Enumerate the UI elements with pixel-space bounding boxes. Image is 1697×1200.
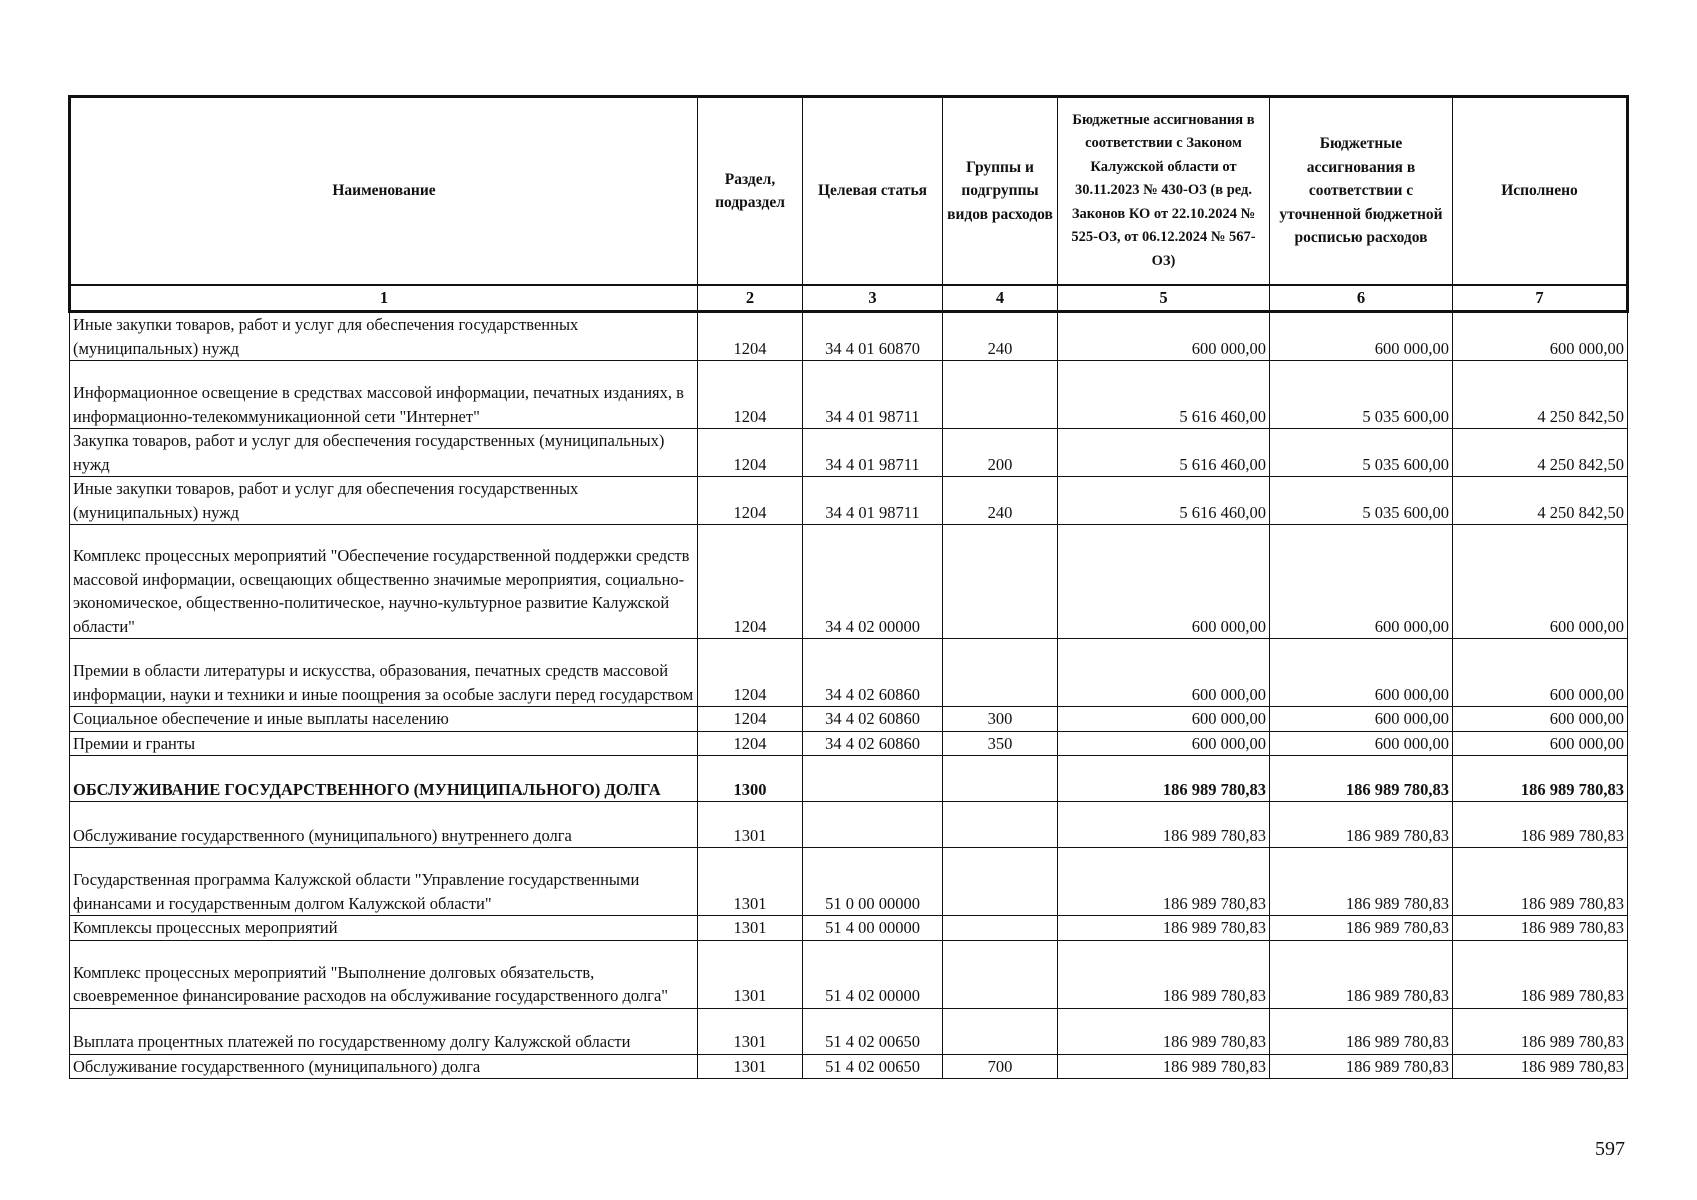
row-section: 1204 <box>698 639 803 707</box>
row-done-amount: 600 000,00 <box>1453 639 1628 707</box>
row-target: 51 4 02 00650 <box>803 1008 943 1054</box>
table-row <box>70 1008 1628 1054</box>
row-name: Обслуживание государственного (муниципального) долга <box>70 1054 698 1079</box>
row-section: 1301 <box>698 940 803 1008</box>
row-refined-amount: 186 989 780,83 <box>1270 756 1453 802</box>
table-row <box>70 756 1628 802</box>
column-number: 5 <box>1058 285 1270 312</box>
row-target: 34 4 02 00000 <box>803 525 943 639</box>
table-row <box>70 848 1628 916</box>
row-group: 700 <box>943 1054 1058 1079</box>
row-group <box>943 940 1058 1008</box>
row-refined-amount: 186 989 780,83 <box>1270 1054 1453 1079</box>
row-done-amount: 186 989 780,83 <box>1453 1008 1628 1054</box>
row-group <box>943 756 1058 802</box>
row-group: 200 <box>943 429 1058 477</box>
row-name: Государственная программа Калужской области "Управление государственными финансами и государственным долгом Калужской области" <box>70 848 698 916</box>
row-done-amount: 4 250 842,50 <box>1453 477 1628 525</box>
row-law-amount: 186 989 780,83 <box>1058 802 1270 848</box>
row-section: 1204 <box>698 429 803 477</box>
column-number: 2 <box>698 285 803 312</box>
row-refined-amount: 5 035 600,00 <box>1270 361 1453 429</box>
row-group <box>943 848 1058 916</box>
row-name: Закупка товаров, работ и услуг для обеспечения государственных (муниципальных) нужд <box>70 429 698 477</box>
row-section: 1301 <box>698 802 803 848</box>
row-section: 1204 <box>698 312 803 361</box>
row-target: 51 0 00 00000 <box>803 848 943 916</box>
row-target: 34 4 01 98711 <box>803 361 943 429</box>
row-name: ОБСЛУЖИВАНИЕ ГОСУДАРСТВЕННОГО (МУНИЦИПАЛЬНОГО) ДОЛГА <box>70 756 698 802</box>
row-law-amount: 5 616 460,00 <box>1058 477 1270 525</box>
row-done-amount: 600 000,00 <box>1453 312 1628 361</box>
row-refined-amount: 600 000,00 <box>1270 312 1453 361</box>
row-name: Комплекс процессных мероприятий "Выполнение долговых обязательств, своевременное финансирование расходов на обслуживание государственного долга" <box>70 940 698 1008</box>
row-section: 1204 <box>698 707 803 732</box>
header-target: Целевая статья <box>803 97 943 286</box>
row-group <box>943 361 1058 429</box>
table-row <box>70 1054 1628 1079</box>
row-refined-amount: 5 035 600,00 <box>1270 477 1453 525</box>
header-refined-allocations: Бюджетные ассигнования в соответствии с уточненной бюджетной росписью расходов <box>1270 97 1453 286</box>
row-done-amount: 4 250 842,50 <box>1453 361 1628 429</box>
row-done-amount: 600 000,00 <box>1453 707 1628 732</box>
header-section: Раздел, подраздел <box>698 97 803 286</box>
row-target: 34 4 02 60860 <box>803 707 943 732</box>
table-row <box>70 940 1628 1008</box>
row-target <box>803 756 943 802</box>
row-group: 300 <box>943 707 1058 732</box>
row-name: Обслуживание государственного (муниципального) внутреннего долга <box>70 802 698 848</box>
row-name: Социальное обеспечение и иные выплаты населению <box>70 707 698 732</box>
row-target: 34 4 01 98711 <box>803 477 943 525</box>
row-name: Премии в области литературы и искусства, образования, печатных средств массовой информации, науки и техники и иные поощрения за особые заслуги перед государством <box>70 639 698 707</box>
row-section: 1301 <box>698 848 803 916</box>
header-groups: Группы и подгруппы видов расходов <box>943 97 1058 286</box>
row-law-amount: 186 989 780,83 <box>1058 756 1270 802</box>
column-number: 6 <box>1270 285 1453 312</box>
page-number: 597 <box>1595 1138 1625 1160</box>
row-group: 240 <box>943 312 1058 361</box>
column-number: 3 <box>803 285 943 312</box>
header-done: Исполнено <box>1453 97 1628 286</box>
row-refined-amount: 186 989 780,83 <box>1270 1008 1453 1054</box>
row-target: 34 4 01 60870 <box>803 312 943 361</box>
row-section: 1301 <box>698 916 803 941</box>
row-law-amount: 600 000,00 <box>1058 312 1270 361</box>
row-section: 1301 <box>698 1008 803 1054</box>
row-target: 34 4 02 60860 <box>803 731 943 756</box>
row-law-amount: 600 000,00 <box>1058 639 1270 707</box>
row-section: 1301 <box>698 1054 803 1079</box>
budget-table <box>68 95 1629 1079</box>
budget-document <box>68 95 1626 1079</box>
table-row <box>70 525 1628 639</box>
row-refined-amount: 600 000,00 <box>1270 707 1453 732</box>
row-group: 240 <box>943 477 1058 525</box>
row-group <box>943 1008 1058 1054</box>
row-refined-amount: 5 035 600,00 <box>1270 429 1453 477</box>
row-section: 1204 <box>698 731 803 756</box>
header-name: Наименование <box>70 97 698 286</box>
row-name: Выплата процентных платежей по государственному долгу Калужской области <box>70 1008 698 1054</box>
table-row <box>70 429 1628 477</box>
row-name: Комплекс процессных мероприятий "Обеспечение государственной поддержки средств массовой информации, освещающих общественно значимые мероприятия, социально-экономическое, общественно-политическое, научно-культурное развитие Калужской области" <box>70 525 698 639</box>
row-group <box>943 802 1058 848</box>
row-law-amount: 186 989 780,83 <box>1058 1054 1270 1079</box>
table-row <box>70 361 1628 429</box>
table-row <box>70 477 1628 525</box>
row-law-amount: 186 989 780,83 <box>1058 916 1270 941</box>
row-refined-amount: 600 000,00 <box>1270 639 1453 707</box>
table-row <box>70 802 1628 848</box>
row-law-amount: 5 616 460,00 <box>1058 361 1270 429</box>
row-done-amount: 600 000,00 <box>1453 731 1628 756</box>
row-law-amount: 186 989 780,83 <box>1058 940 1270 1008</box>
table-row <box>70 707 1628 732</box>
row-law-amount: 5 616 460,00 <box>1058 429 1270 477</box>
row-section: 1204 <box>698 477 803 525</box>
column-number: 7 <box>1453 285 1628 312</box>
row-group <box>943 525 1058 639</box>
row-name: Премии и гранты <box>70 731 698 756</box>
table-row <box>70 312 1628 361</box>
row-law-amount: 186 989 780,83 <box>1058 1008 1270 1054</box>
row-done-amount: 186 989 780,83 <box>1453 1054 1628 1079</box>
row-law-amount: 600 000,00 <box>1058 525 1270 639</box>
row-name: Иные закупки товаров, работ и услуг для обеспечения государственных (муниципальных) нужд <box>70 312 698 361</box>
column-number: 1 <box>70 285 698 312</box>
row-target: 51 4 02 00650 <box>803 1054 943 1079</box>
table-header <box>70 97 1628 312</box>
row-done-amount: 186 989 780,83 <box>1453 848 1628 916</box>
row-group <box>943 639 1058 707</box>
row-target: 51 4 02 00000 <box>803 940 943 1008</box>
row-refined-amount: 186 989 780,83 <box>1270 940 1453 1008</box>
row-done-amount: 186 989 780,83 <box>1453 940 1628 1008</box>
row-group <box>943 916 1058 941</box>
row-target: 34 4 02 60860 <box>803 639 943 707</box>
row-law-amount: 186 989 780,83 <box>1058 848 1270 916</box>
row-name: Иные закупки товаров, работ и услуг для обеспечения государственных (муниципальных) нужд <box>70 477 698 525</box>
table-row <box>70 639 1628 707</box>
header-law-allocations: Бюджетные ассигнования в соответствии с Законом Калужской области от 30.11.2023 № 430-ОЗ (в ред. Законов КО от 22.10.2024 № 525-ОЗ, от 06.12.2024 № 567-ОЗ) <box>1058 97 1270 286</box>
table-row <box>70 731 1628 756</box>
row-target: 34 4 01 98711 <box>803 429 943 477</box>
row-section: 1300 <box>698 756 803 802</box>
row-law-amount: 600 000,00 <box>1058 731 1270 756</box>
row-refined-amount: 600 000,00 <box>1270 525 1453 639</box>
row-done-amount: 186 989 780,83 <box>1453 916 1628 941</box>
row-refined-amount: 600 000,00 <box>1270 731 1453 756</box>
row-group: 350 <box>943 731 1058 756</box>
row-refined-amount: 186 989 780,83 <box>1270 802 1453 848</box>
row-target <box>803 802 943 848</box>
row-refined-amount: 186 989 780,83 <box>1270 848 1453 916</box>
row-done-amount: 4 250 842,50 <box>1453 429 1628 477</box>
row-section: 1204 <box>698 525 803 639</box>
row-done-amount: 186 989 780,83 <box>1453 756 1628 802</box>
row-done-amount: 600 000,00 <box>1453 525 1628 639</box>
row-done-amount: 186 989 780,83 <box>1453 802 1628 848</box>
column-number-row <box>70 285 1628 312</box>
table-row <box>70 916 1628 941</box>
row-target: 51 4 00 00000 <box>803 916 943 941</box>
row-name: Комплексы процессных мероприятий <box>70 916 698 941</box>
column-number: 4 <box>943 285 1058 312</box>
row-refined-amount: 186 989 780,83 <box>1270 916 1453 941</box>
table-body <box>70 312 1628 1079</box>
row-name: Информационное освещение в средствах массовой информации, печатных изданиях, в информационно-телекоммуникационной сети "Интернет" <box>70 361 698 429</box>
row-law-amount: 600 000,00 <box>1058 707 1270 732</box>
row-section: 1204 <box>698 361 803 429</box>
